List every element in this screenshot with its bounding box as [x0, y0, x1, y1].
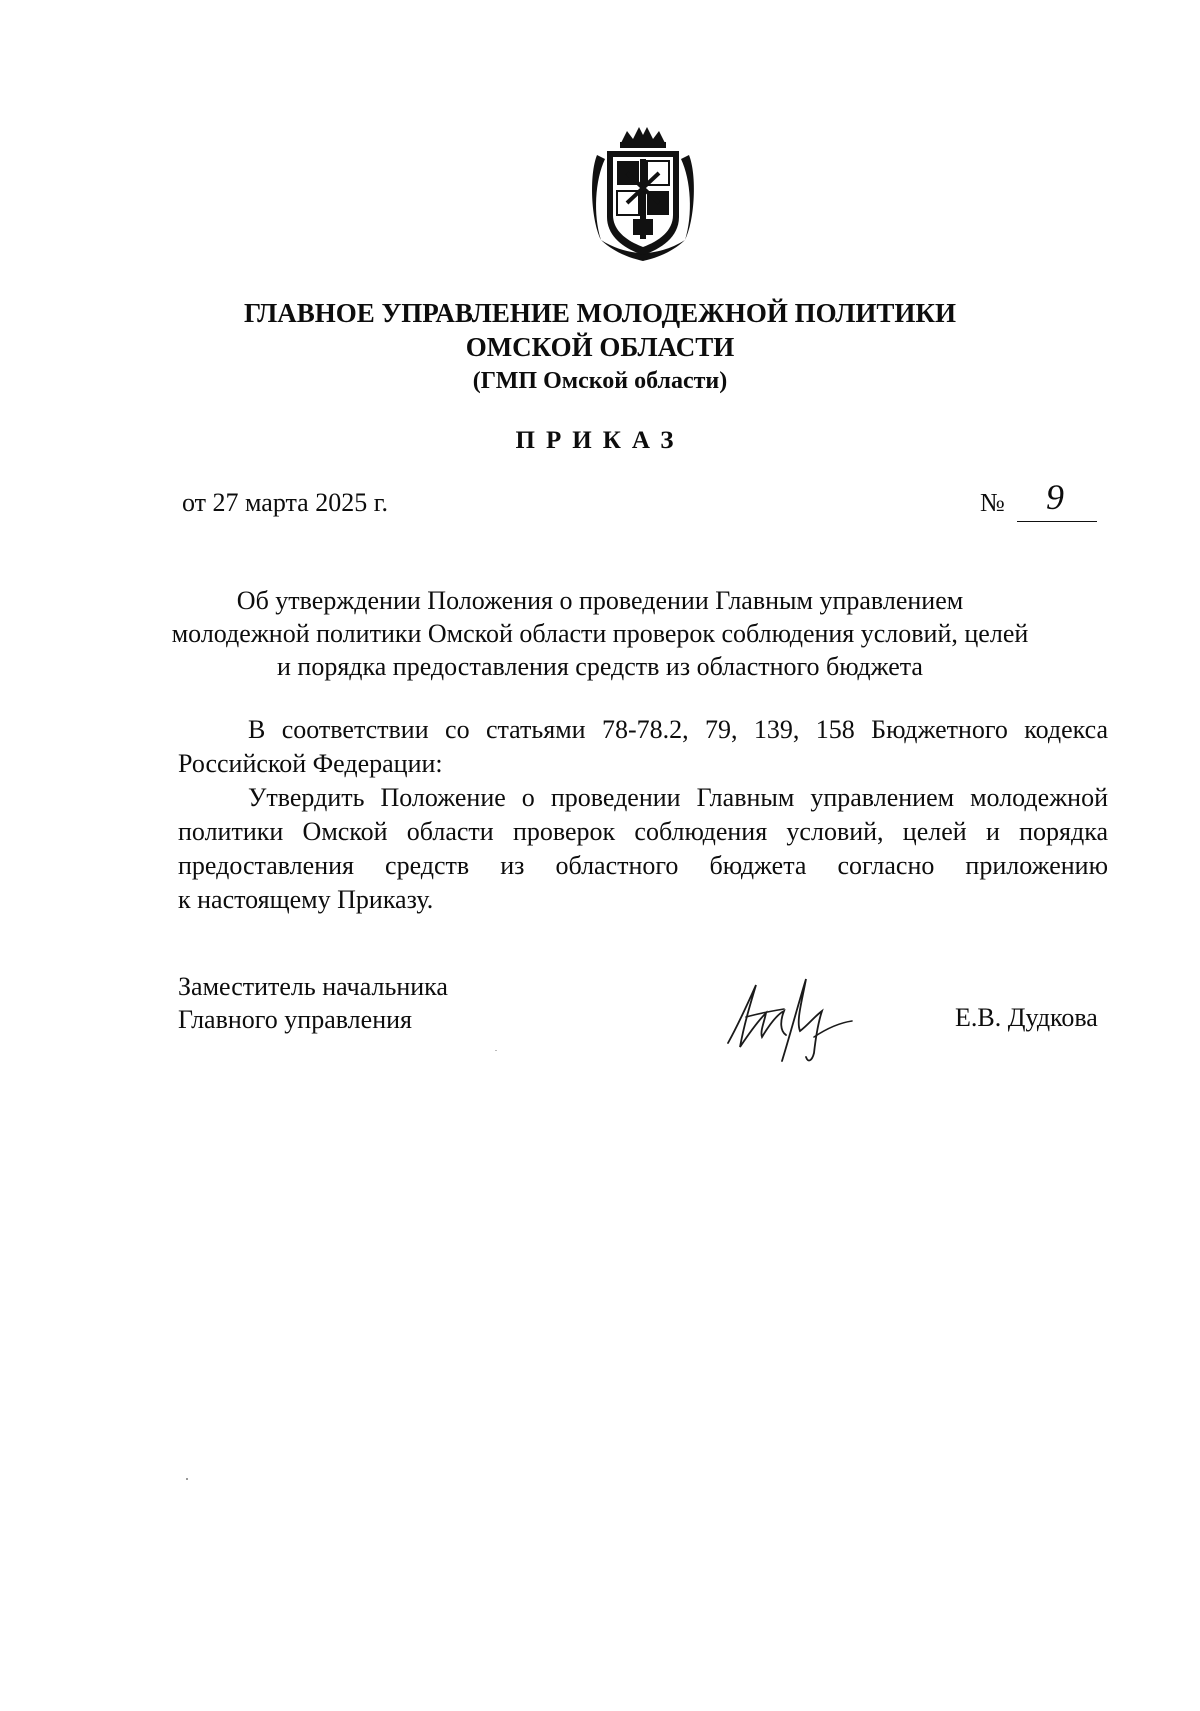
organization-region: ОМСКОЙ ОБЛАСТИ [465, 332, 735, 362]
organization-name: ГЛАВНОЕ УПРАВЛЕНИЕ МОЛОДЕЖНОЙ ПОЛИТИКИ [243, 298, 957, 328]
scan-speck [186, 1478, 188, 1480]
signatory-position-line-2: Главного управления [178, 1005, 412, 1034]
document-number-label: № [980, 488, 1005, 517]
body-paragraph-1-line-2: Российской Федерации: [178, 749, 443, 778]
body-paragraph-2-line-2: политики Омской области проверок соблюдения условий, целей и порядка [178, 817, 1108, 846]
body-paragraph-2-line-1: Утвердить Положение о проведении Главным управлением молодежной [248, 783, 1108, 812]
subject-line-3: и порядка предоставления средств из областного бюджета [277, 652, 923, 681]
body-paragraph-1-line-1: В соответствии со статьями 78-78.2, 79, 139, 158 Бюджетного кодекса [248, 715, 1108, 744]
document-date: от 27 марта 2025 г. [182, 488, 388, 517]
document-number-underline [1017, 521, 1097, 522]
signatory-position-line-1: Заместитель начальника [178, 972, 448, 1001]
subject-line-2: молодежной политики Омской области проверок соблюдения условий, целей [171, 619, 1029, 648]
subject-line-1: Об утверждении Положения о проведении Главным управлением [236, 586, 964, 615]
handwritten-signature [710, 965, 860, 1065]
organization-short-name: (ГМП Омской области) [472, 368, 728, 394]
body-paragraph-2-line-3: предоставления средств из областного бюджета согласно приложению [178, 851, 1108, 880]
scan-speck [495, 1050, 497, 1051]
document-type-title: ПРИКАЗ [515, 427, 685, 454]
body-paragraph-2-line-4: к настоящему Приказу. [178, 885, 434, 914]
signatory-name: Е.В. Дудкова [955, 1003, 1098, 1032]
coat-of-arms-emblem [587, 125, 699, 263]
document-number-value: 9 [1046, 477, 1064, 517]
